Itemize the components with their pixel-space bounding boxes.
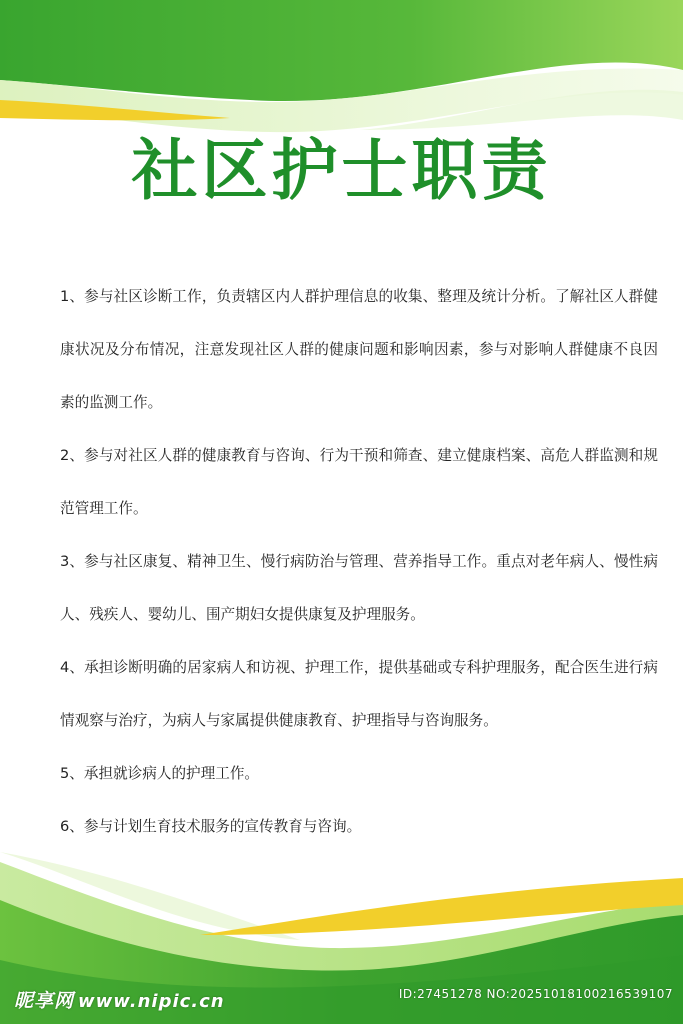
duty-item: 3、参与社区康复、精神卫生、慢行病防治与管理、营养指导工作。重点对老年病人、慢性病人、残疾人、婴幼儿、围产期妇女提供康复及护理服务。 (60, 553, 658, 623)
watermark-brand (14, 986, 225, 1013)
watermark-id: ID:27451278 NO:20251018100216539107 (398, 987, 673, 1001)
duty-list (60, 270, 658, 853)
duty-item: 6、参与计划生育技术服务的宣传教育与咨询。 (60, 818, 362, 835)
duty-item: 1、参与社区诊断工作，负责辖区内人群护理信息的收集、整理及统计分析。了解社区人群健康状况及分布情况，注意发现社区人群的健康问题和影响因素，参与对影响人群健康不良因素的监测工作。 (60, 288, 658, 411)
duty-item: 4、承担诊断明确的居家病人和访视、护理工作，提供基础或专科护理服务，配合医生进行病情观察与治疗，为病人与家属提供健康教育、护理指导与咨询服务。 (60, 659, 658, 729)
watermark-site: www.nipic.cn (78, 991, 225, 1012)
page-title: 社区护士职责 (131, 132, 552, 209)
duty-item: 2、参与对社区人群的健康教育与咨询、行为干预和筛查、建立健康档案、高危人群监测和规范管理工作。 (60, 447, 658, 517)
watermark-brand-name: 昵享网 (14, 990, 75, 1012)
duty-item: 5、承担就诊病人的护理工作。 (60, 765, 260, 782)
